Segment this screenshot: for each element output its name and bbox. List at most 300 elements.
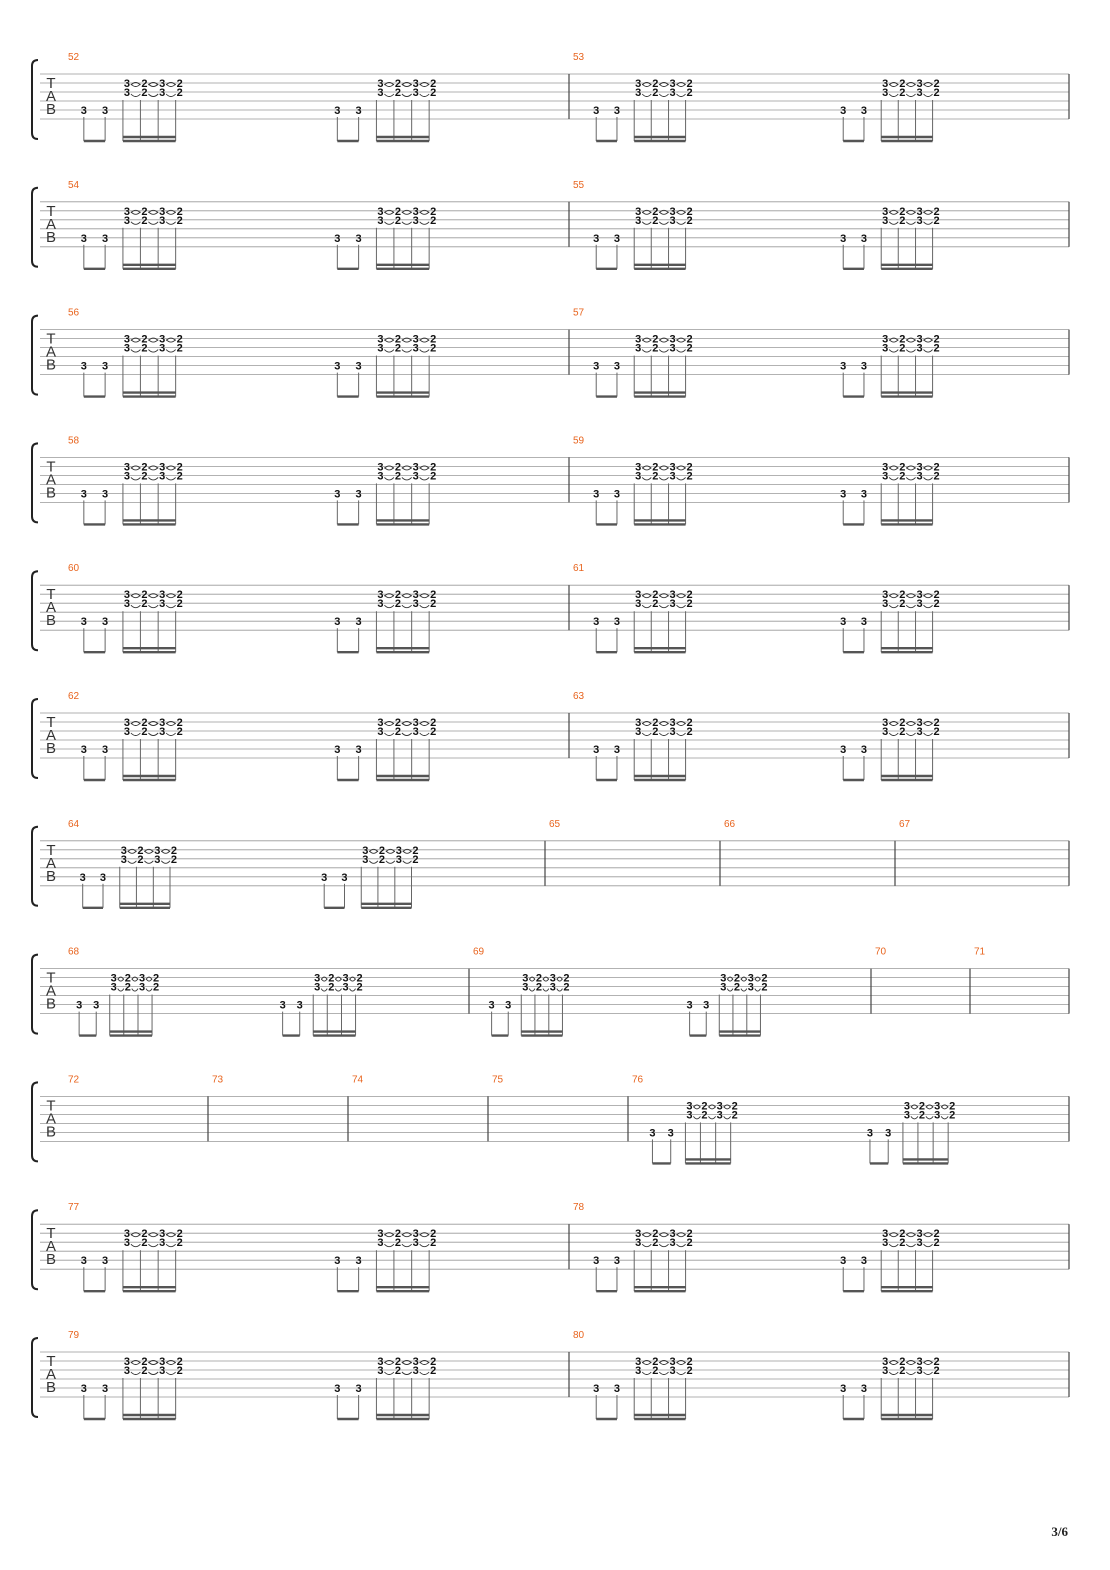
fret-number: 3: [882, 1365, 889, 1377]
fret-number: 2: [141, 342, 148, 355]
slur: [924, 733, 933, 736]
fret-number: 3: [882, 461, 889, 474]
slur: [161, 851, 170, 854]
fret-number: 3: [93, 999, 100, 1012]
measure-number: 74: [352, 1074, 364, 1086]
fret-number: 2: [137, 844, 144, 857]
slur: [659, 733, 668, 736]
slur: [677, 723, 686, 726]
slur: [906, 1234, 915, 1237]
slur: [420, 467, 429, 470]
fret-number: 3: [686, 1100, 693, 1113]
fret-number: 3: [355, 232, 362, 245]
fret-number: 3: [412, 205, 419, 218]
slur: [369, 861, 378, 864]
fret-number: 3: [123, 589, 130, 602]
slur: [889, 94, 898, 97]
slur: [642, 94, 651, 97]
fret-number: 3: [505, 999, 512, 1012]
slur: [335, 989, 341, 992]
slur: [420, 723, 429, 726]
fret-number: 3: [635, 342, 642, 355]
fret-number: 3: [159, 1365, 166, 1377]
slur: [677, 477, 686, 480]
slur: [924, 595, 933, 598]
slur: [420, 94, 429, 97]
fret-number: 2: [949, 1100, 956, 1113]
fret-number: 2: [394, 461, 401, 474]
fret-number: 2: [430, 78, 437, 90]
fret-number: 3: [334, 488, 341, 501]
slur: [906, 350, 915, 353]
fret-number: 3: [159, 205, 166, 218]
fret-number: 3: [916, 333, 923, 346]
tab-clef-letter: T: [46, 1225, 56, 1243]
fret-number: 2: [176, 598, 183, 611]
fret-number: 3: [123, 78, 130, 90]
slur: [131, 350, 140, 353]
fret-number: 3: [334, 1383, 341, 1395]
fret-number: 2: [141, 333, 148, 346]
fret-number: 3: [934, 1100, 941, 1113]
slur: [642, 222, 651, 225]
fret-number: 2: [378, 853, 385, 866]
fret-number: 3: [720, 981, 727, 994]
slur: [677, 222, 686, 225]
slur: [148, 94, 158, 97]
slur: [384, 467, 393, 470]
slur: [642, 1234, 651, 1237]
fret-number: 3: [321, 871, 328, 884]
fret-number: 2: [141, 1237, 148, 1250]
tab-clef-letter: B: [45, 1123, 57, 1141]
fret-number: 3: [635, 214, 642, 227]
slur: [708, 1106, 715, 1109]
tab-clef-letter: T: [46, 202, 56, 220]
fret-number: 3: [102, 616, 109, 629]
measure-number: 66: [724, 818, 736, 830]
fret-number: 2: [412, 853, 419, 866]
slur: [889, 595, 898, 598]
fret-number: 3: [412, 1237, 419, 1250]
fret-number: 3: [669, 1228, 676, 1241]
fret-number: 3: [138, 972, 146, 985]
fret-number: 2: [933, 1356, 940, 1368]
slur: [166, 477, 175, 480]
slur: [659, 1244, 668, 1247]
slur: [659, 477, 668, 480]
fret-number: 2: [652, 589, 659, 602]
slur: [369, 851, 378, 854]
slur: [642, 733, 651, 736]
slur: [708, 1116, 715, 1119]
fret-number: 3: [80, 360, 87, 373]
fret-number: 3: [355, 744, 362, 756]
fret-number: 2: [141, 214, 148, 227]
fret-number: 3: [716, 1109, 723, 1122]
slur: [402, 1234, 412, 1237]
slur: [420, 477, 429, 480]
fret-number: 3: [885, 1127, 892, 1140]
slur: [384, 340, 393, 343]
fret-number: 2: [394, 717, 401, 729]
fret-number: 3: [840, 744, 847, 756]
fret-number: 3: [159, 461, 166, 474]
slur: [924, 94, 933, 97]
fret-number: 3: [102, 1255, 109, 1268]
fret-number: 3: [412, 87, 419, 99]
slur: [420, 605, 429, 608]
slur: [420, 1244, 429, 1247]
tab-system: [32, 52, 1069, 141]
fret-number: 3: [635, 1228, 642, 1241]
fret-number: 3: [916, 1237, 923, 1250]
slur: [131, 212, 140, 215]
fret-number: 3: [916, 726, 923, 738]
fret-number: 3: [102, 744, 109, 756]
slur: [148, 1234, 158, 1237]
fret-number: 2: [652, 1237, 659, 1250]
fret-number: 2: [933, 214, 940, 227]
slur: [924, 605, 933, 608]
fret-number: 3: [593, 105, 600, 117]
fret-number: 2: [176, 87, 183, 99]
measure-number: 72: [68, 1074, 80, 1086]
fret-number: 3: [355, 616, 362, 629]
fret-number: 2: [731, 1100, 738, 1113]
slur: [131, 605, 140, 608]
slur: [384, 1234, 393, 1237]
fret-number: 3: [102, 1383, 109, 1395]
slur: [924, 1362, 933, 1365]
slur: [402, 467, 412, 470]
fret-number: 3: [123, 1356, 130, 1368]
tab-clef-letter: A: [45, 1238, 57, 1256]
fret-number: 2: [394, 342, 401, 355]
fret-number: 3: [635, 1356, 642, 1368]
slur: [420, 212, 429, 215]
slur: [677, 605, 686, 608]
measure-number: 67: [899, 818, 911, 830]
tab-system: [32, 308, 1069, 397]
fret-number: 3: [522, 972, 529, 985]
measure-number: 54: [68, 179, 80, 191]
fret-number: 2: [701, 1109, 708, 1122]
fret-number: 2: [899, 1365, 906, 1377]
slur: [402, 212, 412, 215]
fret-number: 3: [377, 87, 384, 99]
fret-number: 3: [669, 589, 676, 602]
slur: [166, 733, 175, 736]
fret-number: 2: [430, 1237, 437, 1250]
measure-number: 71: [974, 946, 986, 958]
fret-number: 2: [141, 87, 148, 99]
slur: [148, 1244, 158, 1247]
system-bracket: [32, 1338, 38, 1417]
slur: [420, 733, 429, 736]
tab-clef-letter: B: [45, 356, 57, 374]
fret-number: 2: [686, 333, 693, 346]
tab-system: [32, 1330, 1069, 1419]
fret-number: 3: [80, 232, 87, 245]
fret-number: 2: [686, 717, 693, 729]
fret-number: 3: [355, 1255, 362, 1268]
slur: [131, 467, 140, 470]
fret-number: 3: [110, 972, 117, 985]
fret-number: 2: [412, 844, 419, 857]
measure-number: 57: [573, 307, 585, 319]
fret-number: 3: [593, 360, 600, 373]
slur: [677, 1362, 686, 1365]
fret-number: 3: [154, 844, 161, 857]
fret-number: 2: [933, 589, 940, 602]
measure-number: 69: [473, 946, 485, 958]
fret-number: 2: [430, 342, 437, 355]
tab-clef-letter: T: [46, 841, 56, 859]
fret-number: 2: [430, 717, 437, 729]
fret-number: 3: [123, 333, 130, 346]
fret-number: 3: [412, 717, 419, 729]
tab-clef-letter: T: [46, 1353, 56, 1370]
fret-number: 3: [80, 1255, 87, 1268]
measure-number: 65: [549, 818, 561, 830]
tab-system: [32, 819, 1069, 908]
tab-clef-letter: A: [45, 343, 57, 361]
fret-number: 3: [102, 105, 109, 117]
slur: [642, 1362, 651, 1365]
fret-number: 3: [882, 1356, 889, 1368]
fret-number: 3: [916, 717, 923, 729]
slur: [642, 467, 651, 470]
measure-number: 64: [68, 818, 80, 830]
measure-number: 55: [573, 179, 585, 191]
fret-number: 3: [635, 333, 642, 346]
fret-number: 3: [635, 470, 642, 483]
slur: [420, 1362, 429, 1365]
tab-clef-letter: T: [46, 75, 56, 92]
fret-number: 3: [903, 1100, 910, 1113]
fret-number: 3: [916, 205, 923, 218]
fret-number: 3: [314, 981, 321, 994]
tab-clef-letter: A: [45, 88, 57, 105]
fret-number: 3: [882, 589, 889, 602]
fret-number: 3: [667, 1127, 674, 1140]
tab-clef-letter: B: [45, 101, 57, 118]
fret-number: 2: [899, 726, 906, 738]
fret-number: 2: [933, 1228, 940, 1241]
fret-number: 2: [686, 470, 693, 483]
fret-number: 2: [394, 1237, 401, 1250]
slur: [906, 723, 915, 726]
fret-number: 3: [593, 232, 600, 245]
slur: [131, 723, 140, 726]
fret-number: 3: [613, 1383, 621, 1395]
fret-number: 3: [355, 105, 362, 117]
fret-number: 3: [669, 726, 676, 738]
fret-number: 2: [430, 87, 437, 99]
slur: [924, 1244, 933, 1247]
fret-number: 2: [652, 1365, 659, 1377]
fret-number: 3: [377, 342, 384, 355]
fret-number: 3: [395, 853, 402, 866]
slur: [755, 989, 761, 992]
fret-number: 3: [334, 105, 341, 117]
fret-number: 2: [141, 717, 148, 729]
fret-number: 3: [860, 488, 868, 501]
slur: [384, 84, 393, 87]
fret-number: 3: [840, 1383, 847, 1395]
tab-clef-letter: B: [45, 612, 57, 630]
fret-number: 3: [334, 232, 341, 245]
slur: [131, 477, 140, 480]
fret-number: 3: [102, 360, 109, 373]
fret-number: 2: [652, 598, 659, 611]
slur: [677, 1244, 686, 1247]
slur: [148, 84, 158, 87]
slur: [906, 733, 915, 736]
fret-number: 2: [394, 589, 401, 602]
slur: [384, 1244, 393, 1247]
fret-number: 3: [593, 1383, 600, 1395]
slur: [906, 1372, 915, 1375]
fret-number: 3: [635, 598, 642, 611]
fret-number: 3: [341, 871, 348, 884]
fret-number: 3: [159, 1228, 166, 1241]
fret-number: 3: [860, 1255, 868, 1268]
fret-number: 3: [488, 999, 495, 1012]
fret-number: 2: [176, 1228, 183, 1241]
fret-number: 3: [123, 1228, 130, 1241]
tab-system: [32, 691, 1069, 780]
tab-clef-letter: B: [45, 995, 57, 1013]
fret-number: 3: [549, 972, 556, 985]
slur: [166, 84, 175, 87]
fret-number: 3: [882, 470, 889, 483]
measure-number: 75: [492, 1074, 504, 1086]
slur: [677, 1234, 686, 1237]
fret-number: 2: [176, 214, 183, 227]
slur: [166, 1372, 175, 1375]
slur: [677, 84, 686, 87]
slur: [403, 861, 412, 864]
slur: [148, 1362, 158, 1365]
fret-number: 2: [686, 1356, 693, 1368]
slur: [924, 212, 933, 215]
fret-number: 2: [686, 726, 693, 738]
measure-number: 77: [68, 1202, 80, 1214]
fret-number: 2: [430, 1228, 437, 1241]
fret-number: 3: [916, 78, 923, 90]
fret-number: 3: [159, 1356, 166, 1368]
slur: [148, 477, 158, 480]
fret-number: 3: [159, 333, 166, 346]
fret-number: 2: [899, 598, 906, 611]
fret-number: 3: [120, 844, 127, 857]
slur: [131, 1244, 140, 1247]
fret-number: 3: [669, 78, 676, 90]
fret-number: 3: [123, 205, 130, 218]
slur: [906, 94, 915, 97]
fret-number: 3: [686, 999, 693, 1012]
fret-number: 3: [355, 1383, 362, 1395]
fret-number: 2: [933, 342, 940, 355]
fret-number: 3: [669, 470, 676, 483]
fret-number: 2: [176, 726, 183, 738]
fret-number: 3: [279, 999, 286, 1012]
fret-number: 2: [176, 461, 183, 474]
slur: [906, 467, 915, 470]
fret-number: 3: [377, 470, 384, 483]
slur: [144, 851, 153, 854]
fret-number: 2: [176, 333, 183, 346]
tab-system: [32, 1074, 1069, 1163]
slur: [148, 222, 158, 225]
fret-number: 2: [394, 1365, 401, 1377]
slur: [384, 212, 393, 215]
fret-number: 3: [882, 717, 889, 729]
fret-number: 3: [882, 214, 889, 227]
slur: [161, 861, 170, 864]
fret-number: 3: [716, 1100, 723, 1113]
fret-number: 2: [430, 333, 437, 346]
slur: [384, 1372, 393, 1375]
fret-number: 2: [394, 78, 401, 90]
slur: [659, 1362, 668, 1365]
tab-system: [32, 180, 1069, 269]
fret-number: 3: [412, 342, 419, 355]
slur: [148, 723, 158, 726]
fret-number: 2: [137, 853, 144, 866]
fret-number: 2: [933, 1365, 940, 1377]
tab-clef-letter: B: [45, 740, 57, 757]
fret-number: 2: [141, 1228, 148, 1241]
fret-number: 3: [123, 461, 130, 474]
fret-number: 3: [123, 470, 130, 483]
fret-number: 2: [176, 1356, 183, 1368]
slur: [924, 467, 933, 470]
slur: [166, 1234, 175, 1237]
fret-number: 2: [535, 981, 542, 994]
tab-clef-letter: A: [45, 854, 57, 872]
slur: [543, 989, 549, 992]
slur: [642, 605, 651, 608]
fret-number: 2: [899, 214, 906, 227]
slur: [148, 605, 158, 608]
slur: [148, 1372, 158, 1375]
fret-number: 3: [840, 488, 847, 501]
measure-number: 73: [212, 1074, 224, 1086]
fret-number: 3: [377, 589, 384, 602]
fret-number: 3: [635, 461, 642, 474]
fret-number: 2: [394, 726, 401, 738]
slur: [402, 94, 412, 97]
fret-number: 3: [342, 981, 349, 994]
fret-number: 2: [535, 972, 542, 985]
measure-number: 70: [875, 946, 887, 958]
fret-number: 3: [80, 488, 87, 501]
slur: [924, 1234, 933, 1237]
fret-number: 3: [613, 1255, 621, 1268]
fret-number: 2: [141, 598, 148, 611]
fret-number: 3: [355, 360, 362, 373]
fret-number: 3: [613, 616, 621, 629]
fret-number: 3: [613, 488, 621, 501]
fret-number: 2: [686, 214, 693, 227]
tab-clef-letter: B: [45, 867, 57, 885]
slur: [727, 989, 733, 992]
system-bracket: [32, 827, 38, 906]
measure-number: 53: [573, 52, 585, 63]
